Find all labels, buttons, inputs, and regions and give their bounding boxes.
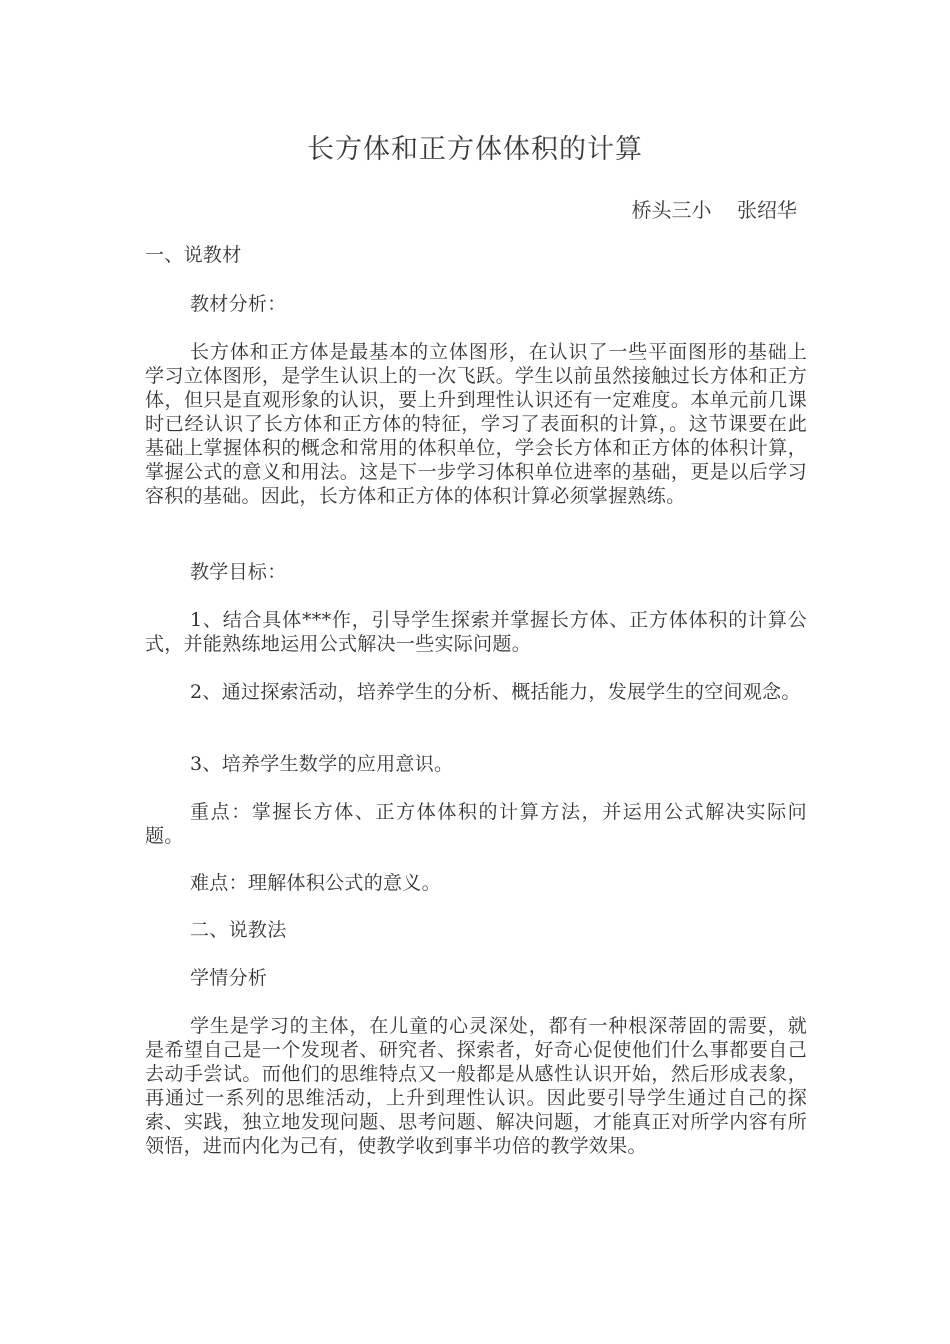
difficulty-point: 难点：理解体积公式的意义。: [190, 872, 441, 894]
paragraph-material-analysis: 长方体和正方体是最基本的立体图形，在认识了一些平面图形的基础上学习立体图形，是学生认识上的一次飞跃。学生以前虽然接触过长方体和正方体，但只是直观形象的认识，要上升到理性认识还有一定难度。本单元前几课时已经认识了长方体和正方体的特征，学习了表面积的计算，。这节课要在此基础上掌握体积的概念和常用的体积单位，学会长方体和正方体的体积计算，掌握公式的意义和用法。这是下一步学习体积单位进率的基础，更是以后学习容积的基础。因此，长方体和正方体的体积计算必须掌握熟练。: [145, 341, 807, 507]
subheading-teaching-goals: 教学目标：: [190, 561, 287, 583]
key-point: 重点：掌握长方体、正方体体积的计算方法，并运用公式解决实际问题。: [145, 801, 807, 847]
goal-item-3: 3、培养学生数学的应用意识。: [190, 753, 454, 775]
subheading-learner-analysis: 学情分析: [190, 967, 268, 989]
subheading-material-analysis: 教材分析：: [190, 293, 287, 315]
section-heading-1: 一、说教材: [145, 244, 242, 266]
document-title: 长方体和正方体体积的计算: [307, 134, 643, 165]
section-heading-2: 二、说教法: [190, 919, 287, 941]
goal-item-2: 2、通过探索活动，培养学生的分析、概括能力，发展学生的空间观念。: [190, 681, 801, 703]
author-line: 桥头三小 张绍华: [631, 198, 797, 222]
paragraph-learner-analysis: 学生是学习的主体，在儿童的心灵深处，都有一种根深蒂固的需要，就是希望自己是一个发现者、研究者、探索者，好奇心促使他们什么事都要自己去动手尝试。而他们的思维特点又一般都是从感性认识开始，然后形成表象，再通过一系列的思维活动，上升到理性认识。因此要引导学生通过自己的探索、实践，独立地发现问题、思考问题、解决问题，才能真正对所学内容有所领悟，进而内化为己有，使教学收到事半功倍的教学效果。: [145, 1015, 807, 1157]
goal-item-1: 1、结合具体***作，引导学生探索并掌握长方体、正方体体积的计算公式，并能熟练地运用公式解决一些实际问题。: [145, 609, 807, 655]
